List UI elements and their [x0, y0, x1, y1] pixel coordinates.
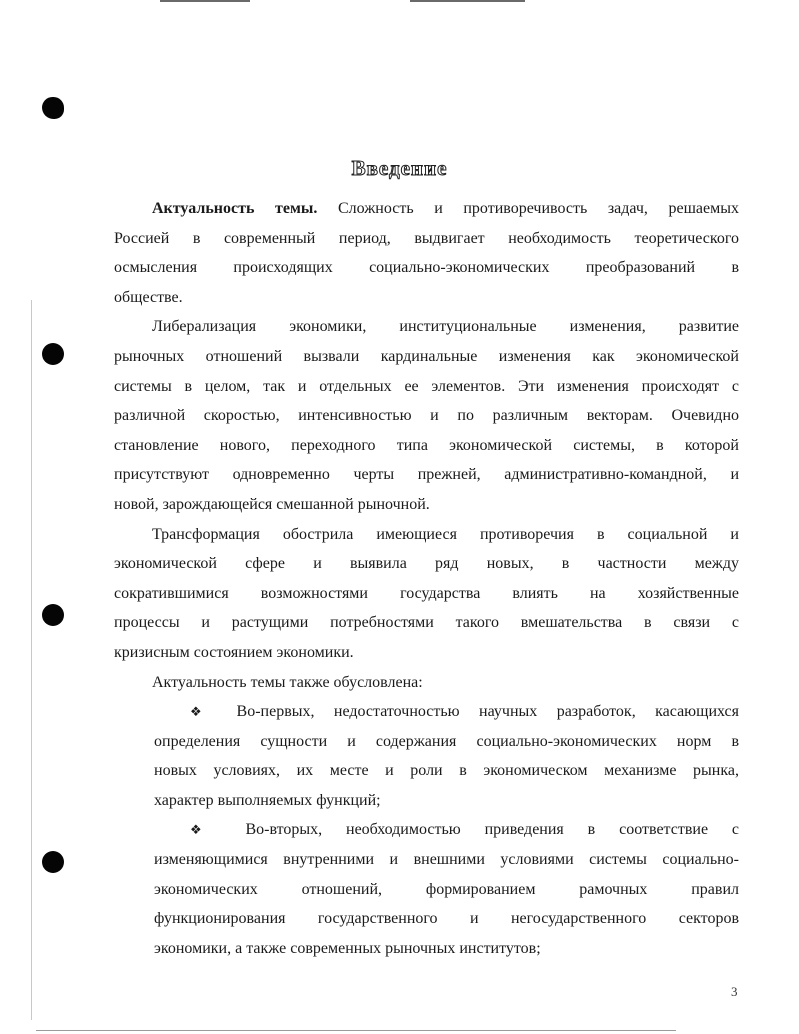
lead-phrase: Актуальность темы. [152, 200, 318, 217]
paragraph [114, 520, 739, 668]
bullet-item [114, 697, 739, 815]
text-line: сократившимися возможностями государства влиять на хозяйственные [114, 584, 739, 602]
text-line: новых условиях, их месте и роли в экономическом механизме рынка, [154, 762, 739, 780]
page-bottom-edge [36, 1030, 676, 1031]
text-line: системы в целом, так и отдельных ее элементов. Эти изменения происходят с [114, 377, 739, 395]
text-line: Трансформация обострила имеющиеся противоречия в социальной и [152, 525, 739, 543]
text-line: характер выполняемых функций; [154, 791, 381, 809]
text-line: Актуальность темы. Сложность и противоречивость задач, решаемых [152, 200, 739, 217]
page-title: Введение [351, 156, 448, 180]
text-line: определения сущности и содержания социально-экономических норм в [154, 732, 739, 750]
text-line: Россией в современный период, выдвигает необходимость теоретического [114, 229, 739, 247]
text-line: Либерализация экономики, институциональные изменения, развитие [152, 318, 739, 336]
text-line: присутствуют одновременно черты прежней, административно-командной, и [114, 466, 739, 484]
text-line: новой, зарождающейся смешанной рыночной. [114, 495, 430, 513]
text-line: различной скоростью, интенсивностью и по различным векторам. Очевидно [114, 407, 739, 425]
text-line: становление нового, переходного типа экономической системы, в которой [114, 436, 739, 454]
diamond-bullet-icon: ❖ [190, 704, 218, 720]
text-line: кризисным состоянием экономики. [114, 643, 354, 661]
text-line: рыночных отношений вызвали кардинальные изменения как экономической [114, 347, 739, 365]
text-line: Актуальность темы также обусловлена: [152, 673, 423, 691]
punch-hole [42, 851, 64, 873]
document-body [114, 194, 739, 963]
page-edge-line [31, 300, 32, 1020]
paragraph [114, 194, 739, 312]
bullet-item [114, 815, 739, 963]
scan-edge-mark [160, 0, 250, 2]
paragraph [114, 312, 739, 519]
scan-edge-mark [410, 0, 525, 2]
diamond-bullet-icon: ❖ [190, 822, 222, 838]
text-line: ❖ Во-вторых, необходимостью приведения в соответствие с [190, 821, 740, 839]
punch-hole [42, 604, 64, 626]
text-line: экономики, а также современных рыночных институтов; [154, 939, 541, 957]
paragraph [114, 668, 739, 698]
page-number: 3 [731, 984, 738, 999]
punch-hole [42, 97, 64, 119]
text-line: экономических отношений, формированием рамочных правил [154, 880, 739, 898]
text-line: изменяющимися внутренними и внешними условиями системы социально- [154, 851, 739, 869]
text-line: обществе. [114, 288, 183, 306]
text-line: осмысления происходящих социально-экономических преобразований в [114, 259, 739, 277]
text-line: ❖ Во-первых, недостаточностью научных разработок, касающихся [190, 703, 740, 721]
text-line: процессы и растущими потребностями такого вмешательства в связи с [114, 614, 739, 632]
text-line: функционирования государственного и негосударственного секторов [154, 910, 739, 928]
punch-hole [42, 343, 64, 365]
text-line: экономической сфере и выявила ряд новых, в частности между [114, 555, 739, 573]
